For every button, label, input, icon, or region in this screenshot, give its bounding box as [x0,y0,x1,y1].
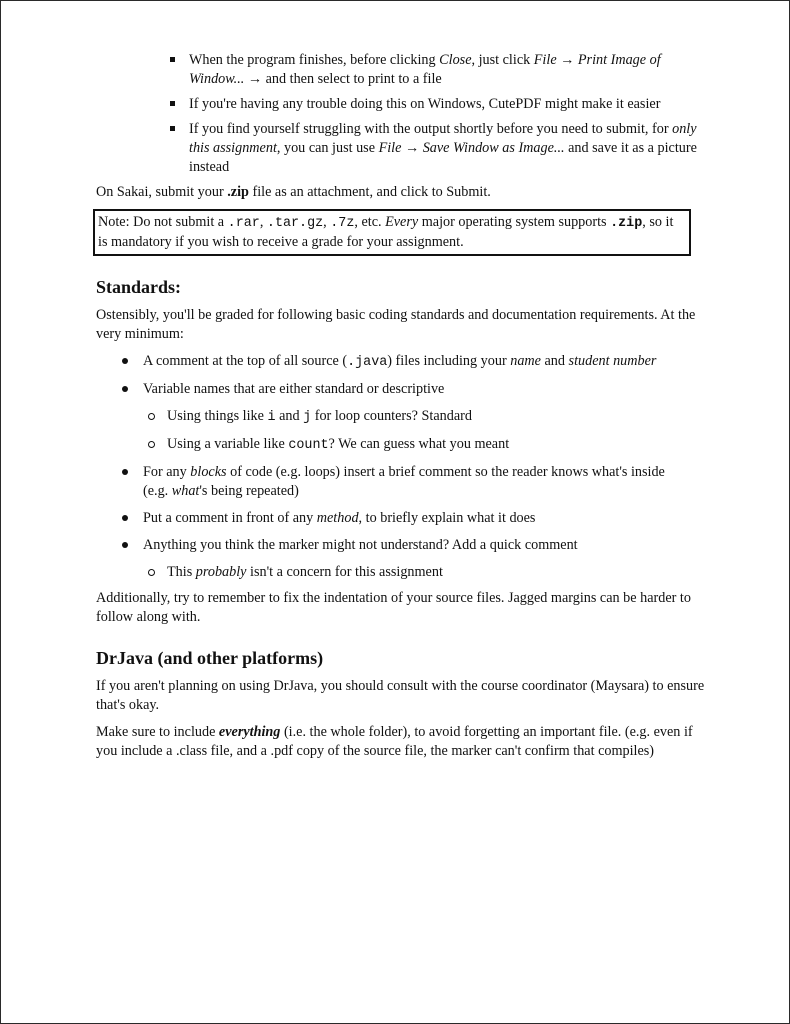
text: ? We can guess what you meant [328,436,510,452]
text: , to briefly explain what it does [358,510,536,526]
emphasis: File → Print Image of Window... [189,52,661,87]
emphasis: name [510,353,541,369]
text: If you're having any trouble doing this on Windows, CutePDF might make it easier [189,96,661,112]
sub-list-item [167,407,683,427]
drjava-paragraph: If you aren't planning on using DrJava, you should consult with the course coordinator (Maysara) to ensure that's okay. [96,678,705,713]
emphasis: Every [385,214,419,230]
emphasis: Close [439,52,472,68]
list-item [143,352,683,372]
emphasis: File → Save Window as Image... [378,140,565,156]
text: This [167,564,196,580]
sakai-instruction [96,183,708,202]
text: , etc. [354,214,386,230]
list-item [143,536,683,582]
text: (i.e. the whole folder), to avoid forgetting an important file. (e.g. even if you include a .class file, and a .pdf copy of the source file, the marker can't confirm that compiles) [96,724,693,759]
drjava-heading: DrJava (and other platforms) [96,648,324,668]
text: On Sakai, submit your [96,184,228,200]
code: .tar.gz [266,216,324,231]
text: for loop counters? Standard [311,408,472,424]
text: A comment at the top of all source ( [143,353,348,369]
emphasis: everything [218,724,281,740]
note-box [93,209,691,256]
list-item [143,380,683,455]
text: Variable names that are either standard or descriptive [143,381,445,397]
code: i [267,410,276,425]
text: 's being repeated) [199,483,299,499]
code: .7z [330,216,355,231]
list-item [189,95,699,114]
sub-list-item [167,563,683,582]
standards-list [143,352,683,582]
text: Make sure to include [96,724,219,740]
emphasis: only this assignment [189,121,697,156]
text: , [323,214,331,230]
text: ) files including your [387,353,511,369]
text: If you find yourself struggling with the output shortly before you need to submit, for [189,121,673,137]
standards-outro: Additionally, try to remember to fix the indentation of your source files. Jagged margins can be harder to follow along with. [96,590,691,625]
code: .zip [610,216,643,231]
sub-list [167,407,683,455]
emphasis: what [171,483,200,499]
text: file as an attachment, and click to Submit. [248,184,491,200]
sub-list-item [167,435,683,455]
sub-list [167,563,683,582]
emphasis: blocks [190,464,227,480]
code: .rar [227,216,260,231]
print-instructions-list [189,51,699,177]
standards-heading: Standards: [96,277,182,297]
text: major operating system supports [418,214,611,230]
drjava-include-paragraph [96,723,708,761]
text: isn't a concern for this assignment [246,564,443,580]
code: count [288,438,329,453]
emphasis: .zip [227,184,249,200]
list-item [143,463,683,501]
text: Put a comment in front of any [143,510,317,526]
text: and [275,408,304,424]
text: When the program finishes, before clicking [189,52,440,68]
text: Anything you think the marker might not understand? Add a quick comment [143,537,578,553]
text: , just click [471,52,534,68]
emphasis: method [316,510,359,526]
text: → and then select to print to a file [244,71,442,87]
text: , so it is mandatory if you wish to receive a grade for your assignment. [98,214,674,250]
text: , you can just use [276,140,379,156]
emphasis: probably [195,564,247,580]
text: and save it as a picture instead [189,140,697,175]
list-item [189,51,699,89]
standards-intro: Ostensibly, you'll be graded for following basic coding standards and documentation requirements. At the very minimum: [96,307,696,342]
code: j [303,410,312,425]
text: , [259,214,267,230]
text: For any [143,464,191,480]
code: .java [347,355,388,370]
emphasis: student number [568,353,657,369]
text: Using things like [167,408,268,424]
text: Note: Do not submit a [98,214,228,230]
page-content [96,51,708,761]
text: Using a variable like [167,436,289,452]
list-item [143,509,683,528]
list-item [189,120,699,177]
text: and [540,353,569,369]
text: of code (e.g. loops) insert a brief comment so the reader knows what's inside (e.g. [143,464,665,499]
